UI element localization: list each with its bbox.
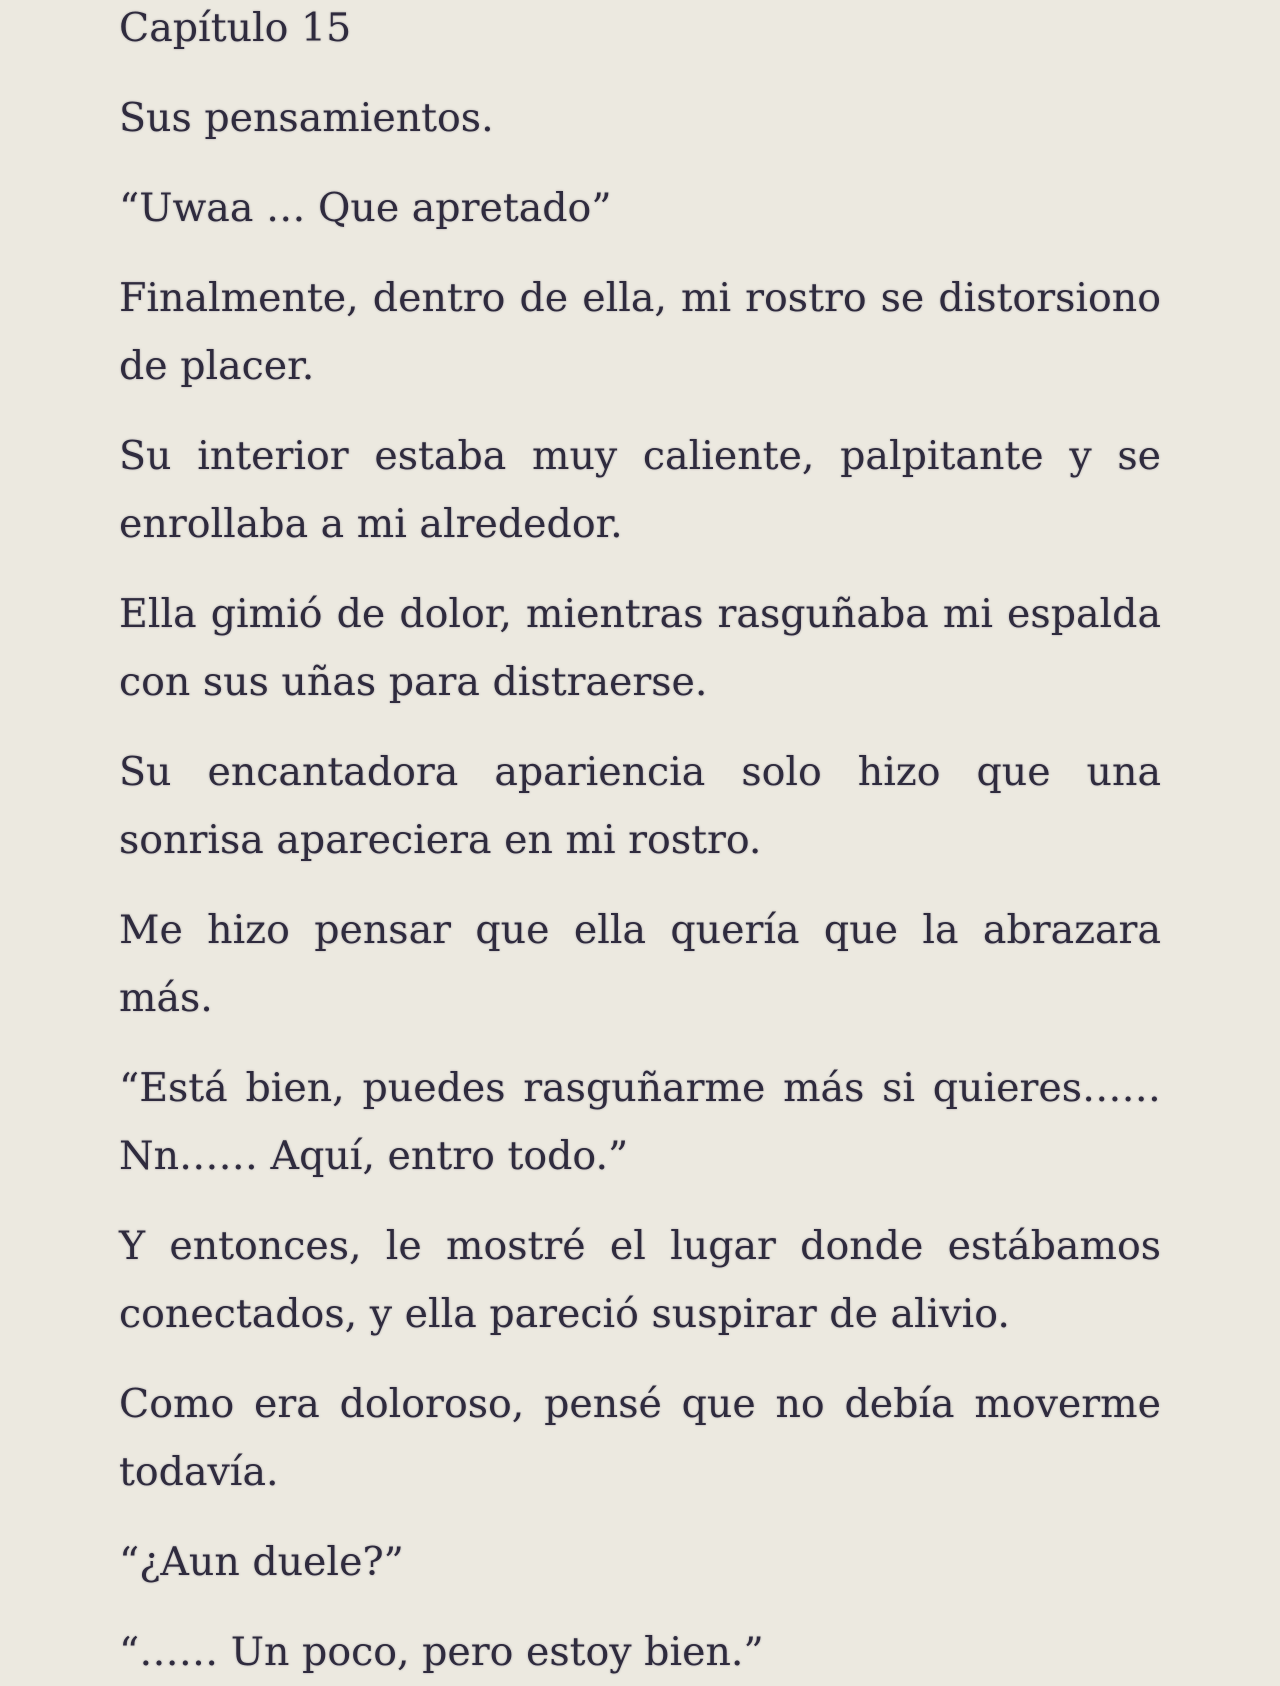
- paragraph-8: “Está bien, puedes rasguñarme más si quieres…… Nn…… Aquí, entro todo.”: [119, 1065, 1161, 1179]
- paragraph-2: “Uwaa … Que apretado”: [119, 185, 612, 231]
- chapter-title: Capítulo 15: [119, 5, 352, 51]
- paragraph-10: Como era doloroso, pensé que no debía moverme todavía.: [119, 1381, 1161, 1495]
- paragraph-11: “¿Aun duele?”: [119, 1539, 404, 1585]
- page-content: [119, 0, 1161, 1675]
- paragraph-6: Su encantadora apariencia solo hizo que una sonrisa apareciera en mi rostro.: [119, 749, 1161, 863]
- paragraph-7: Me hizo pensar que ella quería que la abrazara más.: [119, 907, 1161, 1021]
- paragraph-5: Ella gimió de dolor, mientras rasguñaba mi espalda con sus uñas para distraerse.: [119, 591, 1161, 705]
- paragraph-9: Y entonces, le mostré el lugar donde estábamos conectados, y ella pareció suspirar de alivio.: [119, 1223, 1161, 1337]
- paragraph-4: Su interior estaba muy caliente, palpitante y se enrollaba a mi alrededor.: [119, 433, 1161, 547]
- paragraph-12: “…… Un poco, pero estoy bien.”: [119, 1629, 764, 1675]
- paragraph-1: Sus pensamientos.: [119, 95, 494, 141]
- paragraph-3: Finalmente, dentro de ella, mi rostro se distorsiono de placer.: [119, 275, 1161, 389]
